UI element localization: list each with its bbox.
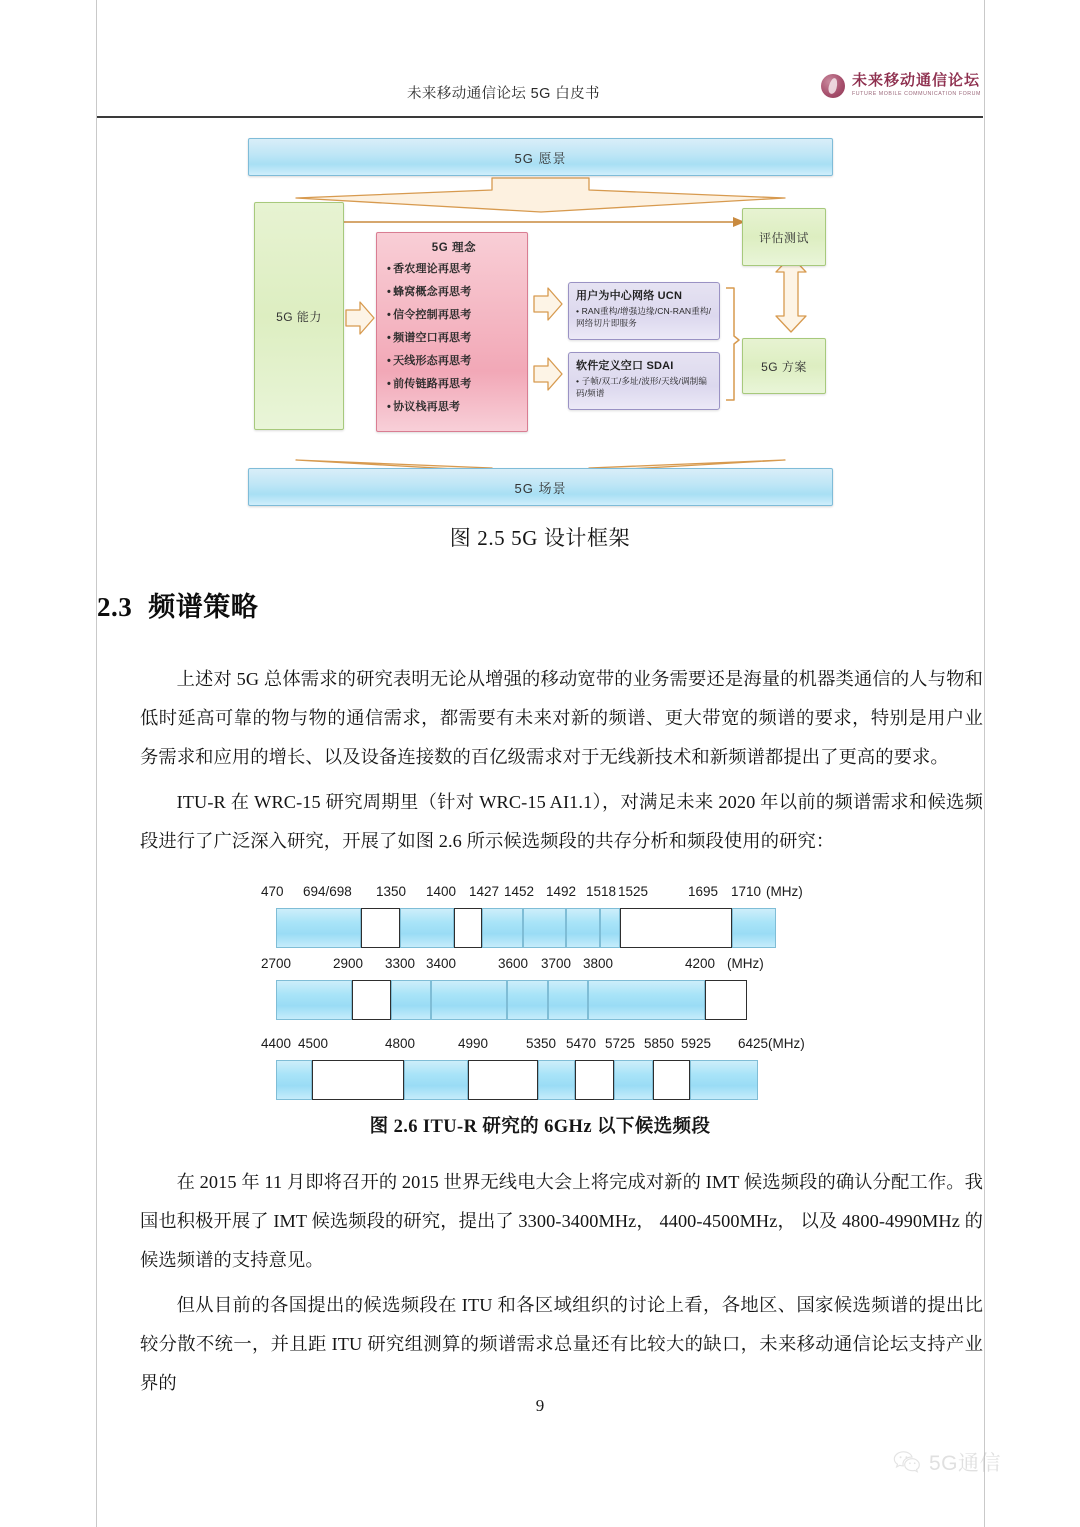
concept-box-list: [387, 258, 521, 419]
diagram-ucn-box: [568, 282, 720, 340]
concept-item: • 协议栈再思考: [387, 396, 521, 419]
diagram-solution-box: 5G 方案: [742, 338, 826, 394]
page-border-right: [984, 0, 985, 1527]
spectrum-tick-label: 1695: [688, 884, 719, 899]
ucn-title: 用户为中心网络 UCN: [576, 290, 683, 302]
organization-logo: [821, 74, 981, 98]
forum-logo-icon: [821, 74, 845, 98]
figure-2-6-caption: 图 2.6 ITU-R 研究的 6GHz 以下候选频段: [369, 1117, 711, 1137]
spectrum-tick-label: 5850: [644, 1036, 675, 1051]
spectrum-band-segment: [391, 980, 431, 1020]
watermark-text: 5G通信: [929, 1452, 1002, 1475]
paragraph-2: ITU-R 在 WRC-15 研究周期里（针对 WRC-15 AI1.1），对满足未来 2020 年以前的频谱需求和候选频段进行了广泛深入研究，开展了如图 2.6 所示候选频段的共存分析和频段使用的研究：: [140, 792, 983, 851]
spectrum-band-segment: [404, 1060, 468, 1100]
diagram-sdai-box: [568, 352, 720, 410]
spectrum-band-segment: [705, 980, 747, 1020]
page-border-left: [96, 0, 97, 1527]
spectrum-tick-label: (MHz): [766, 884, 803, 899]
concept-box-title: 5G 理念: [431, 242, 477, 254]
spectrum-tick-label: 4200: [685, 956, 716, 971]
spectrum-band-segment: [276, 980, 352, 1020]
paragraph-1: 上述对 5G 总体需求的研究表明无论从增强的移动宽带的业务需要还是海量的机器类通信的人与物和低时延高可靠的物与物的通信需求，都需要有未来对新的频谱、更大带宽的频谱的要求，特别是用户业务需求和应用的增长、以及设备连接数的百亿级需求对于无线新技术和新频谱都提出了更高的要求。: [140, 669, 983, 767]
spectrum-band-segment: [538, 1060, 575, 1100]
figure-2-5-diagram: [248, 138, 833, 518]
spectrum-band-segment: [361, 908, 401, 948]
spectrum-tick-label: 694/698: [303, 884, 352, 899]
spectrum-tick-label: 4800: [385, 1036, 416, 1051]
spectrum-tick-label: (MHz): [727, 956, 764, 971]
spectrum-row-2-bar: [276, 980, 776, 1020]
spectrum-tick-label: 1492: [546, 884, 577, 899]
spectrum-row-3-labels: [261, 1036, 821, 1058]
section-title: 频谱策略: [148, 592, 259, 622]
spectrum-tick-label: 3600: [498, 956, 529, 971]
spectrum-row-3-bar: [276, 1060, 776, 1100]
spectrum-row-2: [261, 956, 821, 1020]
spectrum-band-segment: [614, 1060, 653, 1100]
spectrum-tick-label: 6425(MHz): [738, 1036, 805, 1051]
concept-item: • 信令控制再思考: [387, 304, 521, 327]
spectrum-tick-label: 1350: [376, 884, 407, 899]
figure-2-5-caption: 图 2.5 5G 设计框架: [449, 526, 631, 550]
header-title: 未来移动通信论坛 5G 白皮书: [407, 86, 600, 102]
wechat-icon: [893, 1450, 923, 1474]
spectrum-tick-label: 1710: [731, 884, 762, 899]
spectrum-band-segment: [732, 908, 776, 948]
section-heading: [97, 585, 258, 624]
spectrum-band-segment: [653, 1060, 690, 1100]
spectrum-tick-label: 5925: [681, 1036, 712, 1051]
figure-2-6-spectrum-chart: [261, 884, 821, 1099]
spectrum-band-segment: [523, 908, 566, 948]
sdai-title: 软件定义空口 SDAI: [576, 360, 674, 372]
organization-name-en: FUTURE MOBILE COMMUNICATION FORUM: [852, 91, 981, 98]
spectrum-band-segment: [588, 980, 705, 1020]
spectrum-tick-label: 2900: [333, 956, 364, 971]
spectrum-band-segment: [620, 908, 732, 948]
spectrum-tick-label: 3800: [583, 956, 614, 971]
spectrum-tick-label: 5470: [566, 1036, 597, 1051]
sdai-body: • 子帧/双工/多址/波形/天线/调制编码/频谱: [576, 375, 713, 399]
diagram-capability-box: 5G 能力: [254, 202, 344, 430]
concept-item: • 频谱空口再思考: [387, 327, 521, 350]
spectrum-tick-label: 3400: [426, 956, 457, 971]
spectrum-band-segment: [600, 908, 620, 948]
ucn-body: • RAN重构/增强边缘/CN-RAN重构/网络切片即服务: [576, 305, 713, 329]
spectrum-band-segment: [312, 1060, 404, 1100]
spectrum-row-2-labels: [261, 956, 821, 978]
spectrum-tick-label: 1452: [504, 884, 535, 899]
spectrum-band-segment: [400, 908, 454, 948]
concept-item: • 香农理论再思考: [387, 258, 521, 281]
spectrum-tick-label: 470: [261, 884, 284, 899]
spectrum-row-1-labels: [261, 884, 821, 906]
concept-item: • 天线形态再思考: [387, 350, 521, 373]
spectrum-tick-label: 1518: [586, 884, 617, 899]
header-divider: [97, 116, 983, 118]
spectrum-row-3: [261, 1036, 821, 1100]
spectrum-band-segment: [575, 1060, 614, 1100]
spectrum-band-segment: [454, 908, 483, 948]
concept-item: • 蜂窝概念再思考: [387, 281, 521, 304]
spectrum-tick-label: 4500: [298, 1036, 329, 1051]
page-number: 9: [535, 1396, 545, 1415]
page-header: [97, 72, 983, 118]
spectrum-band-segment: [482, 908, 523, 948]
spectrum-tick-label: 3700: [541, 956, 572, 971]
spectrum-row-1: [261, 884, 821, 948]
section-number: 2.3: [97, 592, 133, 622]
organization-logo-text: [852, 74, 981, 97]
spectrum-band-segment: [468, 1060, 538, 1100]
watermark: [893, 1447, 1001, 1477]
concept-item: • 前传链路再思考: [387, 373, 521, 396]
spectrum-band-segment: [566, 908, 600, 948]
spectrum-band-segment: [352, 980, 391, 1020]
paragraph-4: 但从目前的各国提出的候选频段在 ITU 和各区域组织的讨论上看，各地区、国家候选频谱的提出比较分散不统一，并且距 ITU 研究组测算的频谱需求总量还有比较大的缺口，未来移动通信论坛支持产业界的: [140, 1295, 983, 1393]
spectrum-band-segment: [507, 980, 548, 1020]
spectrum-band-segment: [431, 980, 507, 1020]
spectrum-tick-label: 4990: [458, 1036, 489, 1051]
spectrum-tick-label: 1525: [618, 884, 649, 899]
spectrum-row-1-bar: [276, 908, 776, 948]
spectrum-tick-label: 1427: [469, 884, 500, 899]
spectrum-band-segment: [690, 1060, 758, 1100]
spectrum-tick-label: 5725: [605, 1036, 636, 1051]
diagram-evaluation-box: 评估测试: [742, 208, 826, 266]
spectrum-tick-label: 1400: [426, 884, 457, 899]
diagram-scene-bar: 5G 场景: [248, 468, 833, 506]
diagram-concept-box: [376, 232, 528, 432]
paragraph-3: 在 2015 年 11 月即将召开的 2015 世界无线电大会上将完成对新的 IMT 候选频段的确认分配工作。我国也积极开展了 IMT 候选频段的研究，提出了 3300-3400MHz， 4400-4500MHz， 以及 4800-4990MHz 的候选频谱的支持意见。: [140, 1172, 983, 1270]
spectrum-band-segment: [548, 980, 588, 1020]
spectrum-tick-label: 5350: [526, 1036, 557, 1051]
spectrum-tick-label: 2700: [261, 956, 292, 971]
spectrum-band-segment: [276, 908, 361, 948]
diagram-vision-bar: 5G 愿景: [248, 138, 833, 176]
spectrum-tick-label: 4400: [261, 1036, 292, 1051]
spectrum-band-segment: [276, 1060, 312, 1100]
organization-name-cn: 未来移动通信论坛: [852, 73, 981, 90]
spectrum-tick-label: 3300: [385, 956, 416, 971]
